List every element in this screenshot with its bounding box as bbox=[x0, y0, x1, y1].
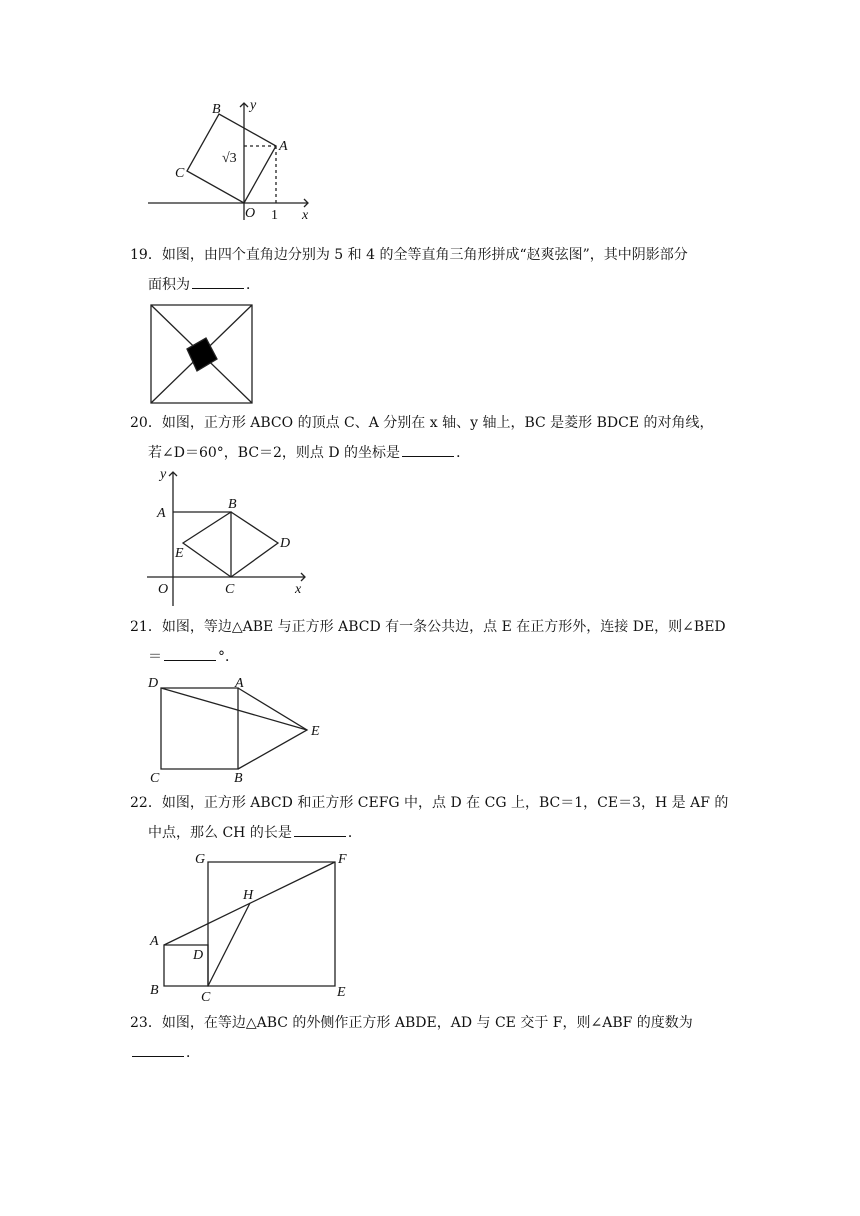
label-E: E bbox=[337, 985, 346, 1000]
label-F: F bbox=[338, 852, 347, 867]
question-text-continued: 若∠D＝60°，BC＝2，则点 D 的坐标是 bbox=[148, 445, 401, 461]
question-21 bbox=[130, 612, 730, 672]
question-number: 20． bbox=[130, 415, 162, 431]
figure-19-zhaoshuang-diagram bbox=[150, 304, 254, 404]
label-G: G bbox=[195, 852, 206, 867]
segment-DE bbox=[161, 688, 307, 730]
label-C: C bbox=[201, 990, 211, 1005]
question-text-end: ． bbox=[186, 1045, 200, 1061]
question-22 bbox=[130, 788, 730, 848]
label-1: 1 bbox=[271, 208, 278, 223]
question-23 bbox=[130, 1008, 730, 1068]
label-x: x bbox=[302, 208, 309, 223]
label-y: y bbox=[160, 467, 167, 482]
question-text-end: ． bbox=[246, 277, 260, 293]
question-number: 21． bbox=[130, 619, 162, 635]
label-C: C bbox=[175, 166, 185, 181]
label-A: A bbox=[157, 506, 166, 521]
label-B: B bbox=[234, 771, 243, 786]
figure-18 bbox=[140, 95, 320, 225]
question-text-continued: ＝ bbox=[148, 649, 162, 665]
label-B: B bbox=[228, 497, 237, 512]
square-ABCD bbox=[161, 688, 238, 769]
square-ABCO bbox=[173, 512, 231, 577]
label-C: C bbox=[225, 582, 235, 597]
label-O: O bbox=[245, 206, 256, 221]
label-D: D bbox=[280, 536, 291, 551]
label-O: O bbox=[158, 582, 169, 597]
label-D: D bbox=[193, 948, 204, 963]
square-CEFG bbox=[208, 862, 335, 986]
answer-blank[interactable] bbox=[402, 442, 454, 457]
question-text-end: °． bbox=[218, 649, 239, 665]
answer-blank[interactable] bbox=[294, 822, 346, 837]
answer-blank[interactable] bbox=[192, 274, 244, 289]
label-B: B bbox=[212, 102, 221, 117]
question-20 bbox=[130, 408, 730, 468]
question-number: 23． bbox=[130, 1015, 162, 1031]
figure-21 bbox=[145, 672, 330, 784]
question-number: 19． bbox=[130, 247, 162, 263]
question-text: 如图，等边△ABE 与正方形 ABCD 有一条公共边，点 E 在正方形外，连接 DE，则∠BED bbox=[161, 619, 726, 635]
question-number: 22． bbox=[130, 795, 162, 811]
label-x: x bbox=[295, 582, 302, 597]
figure-20 bbox=[145, 466, 320, 608]
question-19 bbox=[130, 240, 730, 300]
question-text-end: ． bbox=[456, 445, 471, 461]
label-C: C bbox=[150, 771, 160, 786]
label-D: D bbox=[148, 676, 159, 691]
label-sqrt3: √3 bbox=[222, 151, 237, 166]
label-H: H bbox=[243, 888, 254, 903]
answer-blank[interactable] bbox=[132, 1042, 184, 1057]
question-text-continued: 面积为 bbox=[148, 277, 190, 293]
question-text-end: ． bbox=[347, 825, 362, 841]
question-text: 如图，正方形 ABCD 和正方形 CEFG 中，点 D 在 CG 上，BC＝1，CE＝3，H 是 AF 的 bbox=[161, 795, 729, 811]
label-A: A bbox=[279, 139, 288, 154]
label-E: E bbox=[175, 546, 184, 561]
triangle-ABE bbox=[238, 688, 307, 769]
label-E: E bbox=[311, 724, 320, 739]
label-y: y bbox=[250, 98, 257, 113]
question-text: 如图，正方形 ABCO 的顶点 C、A 分别在 x 轴、y 轴上，BC 是菱形 BDCE 的对角线， bbox=[161, 415, 714, 431]
answer-blank[interactable] bbox=[164, 646, 216, 661]
question-text: 如图，在等边△ABC 的外侧作正方形 ABDE，AD 与 CE 交于 F，则∠ABF 的度数为 bbox=[161, 1015, 693, 1031]
label-A: A bbox=[150, 934, 159, 949]
question-text-continued: 中点，那么 CH 的长是 bbox=[148, 825, 292, 841]
label-A: A bbox=[235, 676, 244, 691]
question-text: 如图，由四个直角边分别为 5 和 4 的全等直角三角形拼成“赵爽弦图”，其中阴影部分 bbox=[161, 247, 688, 263]
figure-22 bbox=[145, 848, 355, 1004]
label-B: B bbox=[150, 983, 159, 998]
segment-CH bbox=[208, 903, 250, 986]
